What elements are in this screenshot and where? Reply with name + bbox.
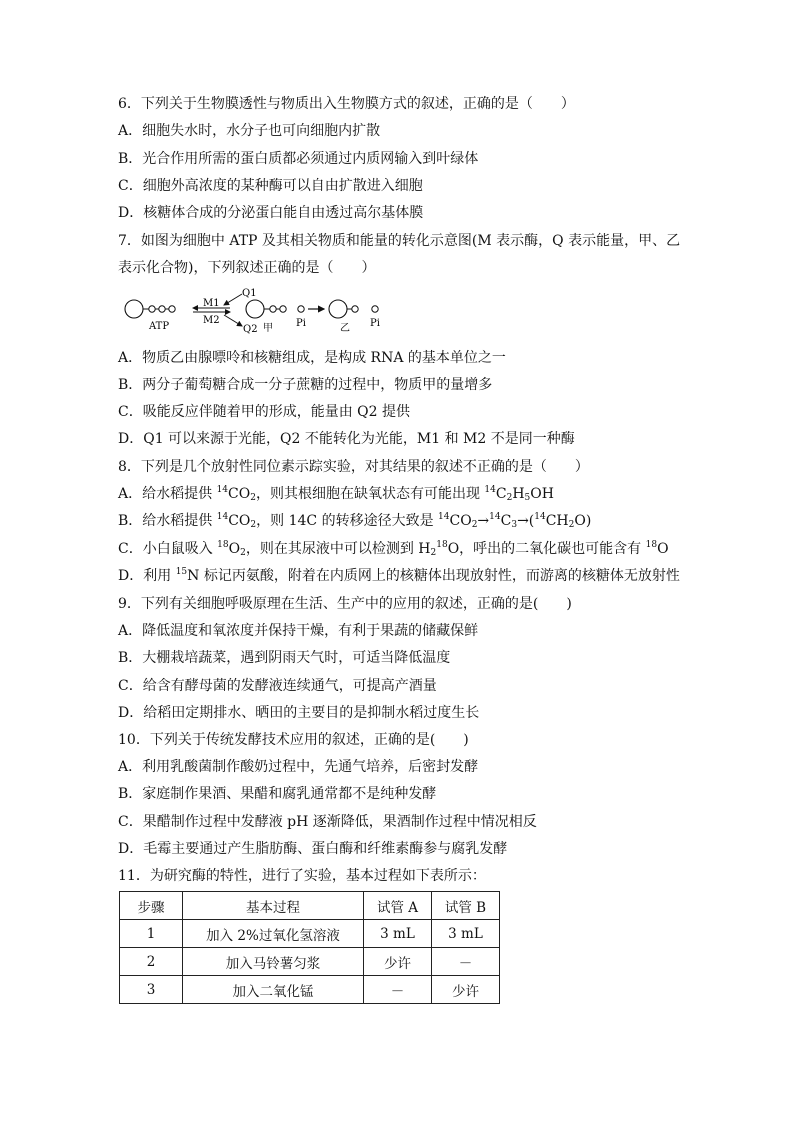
question-7-option-d: D．Q1 可以来源于光能，Q2 不能转化为光能，M1 和 M2 不是同一种酶 <box>118 431 575 447</box>
pi-1-label: Pi <box>296 318 306 329</box>
question-6-option-a: A．细胞失水时，水分子也可向细胞内扩散 <box>118 123 381 139</box>
yi-label: 乙 <box>340 323 350 334</box>
question-7-stem-line2: 表示化合物)，下列叙述正确的是（ ） <box>118 260 376 276</box>
enzyme-experiment-table <box>119 891 500 1004</box>
question-9-option-d: D．给稻田定期排水、晒田的主要目的是抑制水稻过度生长 <box>118 705 480 721</box>
atp-label: ATP <box>149 321 170 332</box>
question-6-option-c: C．细胞外高浓度的某种酶可以自由扩散进入细胞 <box>118 178 423 194</box>
question-6-stem: 6．下列关于生物膜透性与物质出入生物膜方式的叙述，正确的是（ ） <box>118 96 575 112</box>
question-9-option-c: C．给含有酵母菌的发酵液连续通气，可提高产酒量 <box>118 678 437 694</box>
pi-2-label: Pi <box>370 318 380 329</box>
question-6-option-b: B．光合作用所需的蛋白质都必须通过内质网输入到叶绿体 <box>118 151 479 167</box>
table-cell: － <box>364 976 432 1004</box>
table-cell: 3 <box>120 976 183 1004</box>
table-cell: 少许 <box>364 948 432 976</box>
m2-label: M2 <box>203 315 220 326</box>
atp-adenosine-circle <box>125 300 143 318</box>
atp-phosphate-2 <box>159 306 165 312</box>
jia-phosphate-1 <box>270 306 276 312</box>
table-row <box>120 976 500 1004</box>
atp-conversion-diagram <box>118 286 388 334</box>
jia-label: 甲 <box>263 323 273 334</box>
table-cell: 1 <box>120 920 183 948</box>
question-10-option-b: B．家庭制作果酒、果醋和腐乳通常都不是纯种发酵 <box>118 786 437 802</box>
question-7-stem-line1: 7．如图为细胞中 ATP 及其相关物质和能量的转化示意图(M 表示酶，Q 表示能量，甲、乙 <box>118 233 681 249</box>
question-9-option-b: B．大棚栽培蔬菜，遇到阴雨天气时，可适当降低温度 <box>118 650 451 666</box>
question-10-option-d: D．毛霉主要通过产生脂肪酶、蛋白酶和纤维素酶参与腐乳发酵 <box>118 841 508 857</box>
table-cell: 2 <box>120 948 183 976</box>
question-8-option-b: B．给水稻提供 $^{14}CO_2$，则 14C 的转移途径大致是 $^{14}CO_2\to^{14}C_3\to(^{14}CH_2O)$ <box>118 512 592 530</box>
table-row <box>120 920 500 948</box>
table-cell: 加入二氧化锰 <box>183 976 364 1004</box>
jia-adenosine-circle <box>246 300 264 318</box>
question-7-option-b: B．两分子葡萄糖合成一分子蔗糖的过程中，物质甲的量增多 <box>118 377 493 393</box>
table-cell: － <box>432 948 500 976</box>
table-cell: 3 mL <box>432 920 500 948</box>
table-header-row <box>120 892 500 920</box>
table-row <box>120 948 500 976</box>
table-cell: 3 mL <box>364 920 432 948</box>
table-cell: 加入马铃薯匀浆 <box>183 948 364 976</box>
question-6-option-d: D．核糖体合成的分泌蛋白能自由透过高尔基体膜 <box>118 205 424 221</box>
atp-phosphate-3 <box>169 306 175 312</box>
pi-2-circle <box>372 306 378 312</box>
pi-1-circle <box>298 306 304 312</box>
atp-phosphate-1 <box>149 306 155 312</box>
question-8-option-d: D．利用 $^{15}$N 标记丙氨酸，附着在内质网上的核糖体出现放射性，而游离的核糖体无放射性 <box>118 567 680 584</box>
table-cell: 少许 <box>432 976 500 1004</box>
table-cell: 加入 2%过氧化氢溶液 <box>183 920 364 948</box>
header-step: 步骤 <box>120 892 183 920</box>
question-10-option-c: C．果醋制作过程中发酵液 pH 逐渐降低，果酒制作过程中情况相反 <box>118 814 537 830</box>
header-tube-a: 试管 A <box>364 892 432 920</box>
header-process: 基本过程 <box>183 892 364 920</box>
q1-label: Q1 <box>242 288 257 299</box>
m1-label: M1 <box>203 298 220 309</box>
question-8-stem: 8．下列是几个放射性同位素示踪实验，对其结果的叙述不正确的是（ ） <box>118 459 589 475</box>
question-10-option-a: A．利用乳酸菌制作酸奶过程中，先通气培养，后密封发酵 <box>118 759 479 775</box>
yi-adenosine-circle <box>329 300 347 318</box>
question-9-option-a: A．降低温度和氧浓度并保持干燥，有利于果蔬的储藏保鲜 <box>118 623 479 639</box>
question-9-stem: 9．下列有关细胞呼吸原理在生活、生产中的应用的叙述，正确的是( ) <box>118 596 572 612</box>
question-8-option-a: A．给水稻提供 $^{14}CO_2$，则其根细胞在缺氧状态有可能出现 $^{14}C_2H_5OH$ <box>118 485 554 503</box>
question-7-option-c: C．吸能反应伴随着甲的形成，能量由 Q2 提供 <box>118 404 410 420</box>
yi-phosphate-1 <box>352 306 358 312</box>
jia-phosphate-2 <box>280 306 286 312</box>
header-tube-b: 试管 B <box>432 892 500 920</box>
question-8-option-c: C．小白鼠吸入 $^{18}O_2$，则在其尿液中可以检测到 $H_2^{18}O$，呼出的二氧化碳也可能含有 $^{18}$O <box>118 540 669 558</box>
question-11-stem: 11．为研究酶的特性，进行了实验，基本过程如下表所示： <box>118 868 486 884</box>
question-10-stem: 10．下列关于传统发酵技术应用的叙述，正确的是( ) <box>118 732 469 748</box>
question-7-option-a: A．物质乙由腺嘌呤和核糖组成，是构成 RNA 的基本单位之一 <box>118 350 506 366</box>
q2-label: Q2 <box>243 324 258 334</box>
